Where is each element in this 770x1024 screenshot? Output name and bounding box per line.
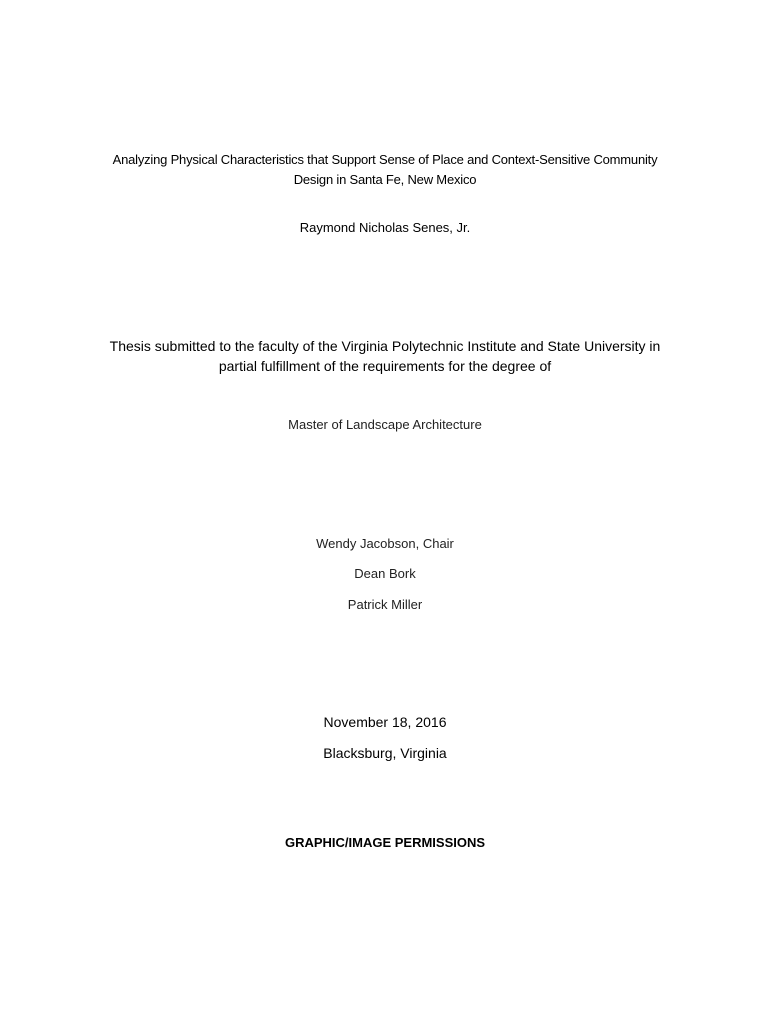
thesis-statement-line-2: partial fulfillment of the requirements for the degree of	[218, 358, 552, 374]
location: Blacksburg, Virginia	[323, 745, 447, 761]
author-name: Raymond Nicholas Senes, Jr.	[299, 220, 471, 235]
thesis-statement-line-1: Thesis submitted to the faculty of the Virginia Polytechnic Institute and State University in	[109, 338, 661, 354]
permissions-heading: GRAPHIC/IMAGE PERMISSIONS	[284, 835, 486, 850]
thesis-title-line-2: Design in Santa Fe, New Mexico	[293, 172, 477, 187]
thesis-title-line-1: Analyzing Physical Characteristics that Support Sense of Place and Context-Sensitive Community	[112, 152, 658, 167]
committee-member: Dean Bork	[354, 566, 416, 581]
committee-member: Patrick Miller	[347, 597, 423, 612]
defense-date: November 18, 2016	[323, 714, 447, 730]
committee-chair: Wendy Jacobson, Chair	[316, 536, 454, 551]
degree-name: Master of Landscape Architecture	[288, 417, 482, 432]
